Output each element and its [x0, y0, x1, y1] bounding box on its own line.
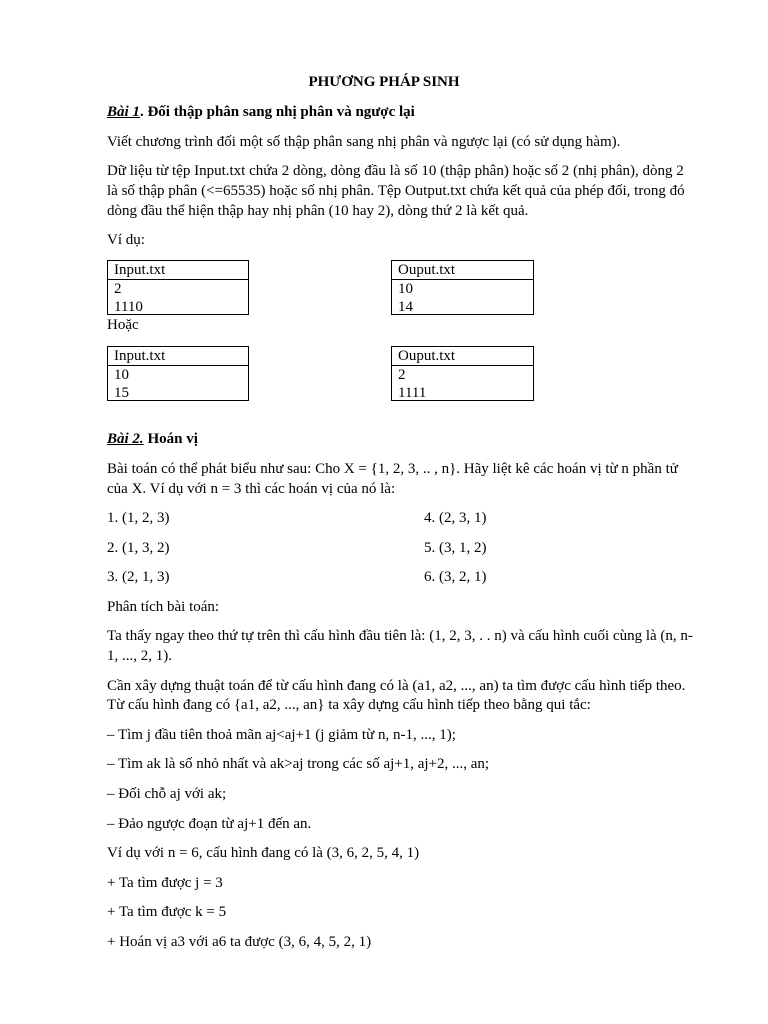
bai2-paragraph-1-line-1: Bài toán có thể phát biểu như sau: Cho X = {1, 2, 3, .. , n}. Hãy liệt kê các hoán vị từ n phần tử	[107, 461, 678, 477]
output-line: 2	[398, 367, 406, 383]
bai1-paragraph-2-line-1: Dữ liệu từ tệp Input.txt chứa 2 dòng, dòng đầu là số 10 (thập phân) hoặc số 2 (nhị phân), dòng 2	[107, 163, 684, 179]
permutation-item: 6. (3, 2, 1)	[424, 569, 487, 585]
permutation-item: 4. (2, 3, 1)	[424, 510, 487, 526]
example-1-input-box	[107, 260, 249, 315]
rule-item: – Đối chỗ aj với ak;	[107, 786, 227, 802]
bai2-paragraph-3-line-2: Từ cấu hình đang có {a1, a2, ..., an} ta xây dựng cấu hình tiếp theo bằng qui tắc:	[107, 697, 591, 713]
example-label: Ví dụ:	[107, 232, 145, 248]
bai2-label: Bài 2.	[107, 431, 144, 447]
rule-item: – Đảo ngược đoạn từ aj+1 đến an.	[107, 816, 312, 832]
input-line: 1110	[114, 299, 143, 315]
or-label: Hoặc	[107, 317, 139, 333]
bai2-heading	[107, 430, 198, 449]
bai2-paragraph-1-line-2: của X. Ví dụ với n = 3 thì các hoán vị của nó là:	[107, 481, 396, 497]
permutation-item: 2. (1, 3, 2)	[107, 540, 170, 556]
bai1-heading	[107, 103, 415, 122]
output-line: 14	[398, 299, 413, 315]
input-line: 15	[114, 385, 129, 401]
output-file-header: Ouput.txt	[392, 261, 533, 280]
output-file-header: Ouput.txt	[392, 347, 533, 366]
bai1-paragraph-2-line-3: dòng đầu thể hiện thập hay nhị phân (10 hay 2), dòng thứ 2 là kết quả.	[107, 203, 529, 219]
example-2-input-box	[107, 346, 249, 401]
step-item: + Hoán vị a3 với a6 ta được (3, 6, 4, 5, 2, 1)	[107, 934, 372, 950]
permutation-item: 3. (2, 1, 3)	[107, 569, 170, 585]
bai2-heading-text: Hoán vị	[143, 431, 198, 447]
bai2-paragraph-2-line-1: Ta thấy ngay theo thứ tự trên thì cấu hình đầu tiên là: (1, 2, 3, . . n) và cấu hình cuối cùng là (n, n-	[107, 628, 693, 644]
input-file-header: Input.txt	[108, 347, 248, 366]
rule-item: – Tìm j đầu tiên thoả mãn aj<aj+1 (j giảm từ n, n-1, ..., 1);	[107, 727, 456, 743]
input-line: 2	[114, 281, 122, 297]
input-line: 10	[114, 367, 129, 383]
bai1-paragraph-1: Viết chương trình đối một số thập phân sang nhị phân và ngược lại (có sử dụng hàm).	[107, 134, 621, 150]
permutation-item: 5. (3, 1, 2)	[424, 540, 487, 556]
bai2-paragraph-3-line-1: Cần xây dựng thuật toán để từ cấu hình đang có là (a1, a2, ..., an) ta tìm được cấu hình tiếp theo.	[107, 678, 686, 694]
permutation-item: 1. (1, 2, 3)	[107, 510, 170, 526]
example-2-output-box	[391, 346, 534, 401]
bai1-heading-text: . Đối thập phân sang nhị phân và ngược lại	[139, 104, 415, 120]
step-item: + Ta tìm được j = 3	[107, 875, 223, 891]
step-item: + Ta tìm được k = 5	[107, 904, 227, 920]
bai1-label: Bài 1	[107, 104, 140, 120]
output-line: 10	[398, 281, 413, 297]
page-title: PHƯƠNG PHÁP SINH	[308, 74, 460, 90]
output-line: 1111	[398, 385, 427, 401]
bai2-paragraph-2-line-2: 1, ..., 2, 1).	[107, 648, 172, 664]
bai1-paragraph-2-line-2: là số thập phân (<=65535) hoặc số nhị phân. Tệp Output.txt chứa kết quả của phép đối, trong đó	[107, 183, 685, 199]
analysis-label: Phân tích bài toán:	[107, 599, 220, 615]
bai2-example: Ví dụ với n = 6, cấu hình đang có là (3, 6, 2, 5, 4, 1)	[107, 845, 420, 861]
example-1-output-box	[391, 260, 534, 315]
rule-item: – Tìm ak là số nhỏ nhất và ak>aj trong các số aj+1, aj+2, ..., an;	[107, 756, 490, 772]
input-file-header: Input.txt	[108, 261, 248, 280]
